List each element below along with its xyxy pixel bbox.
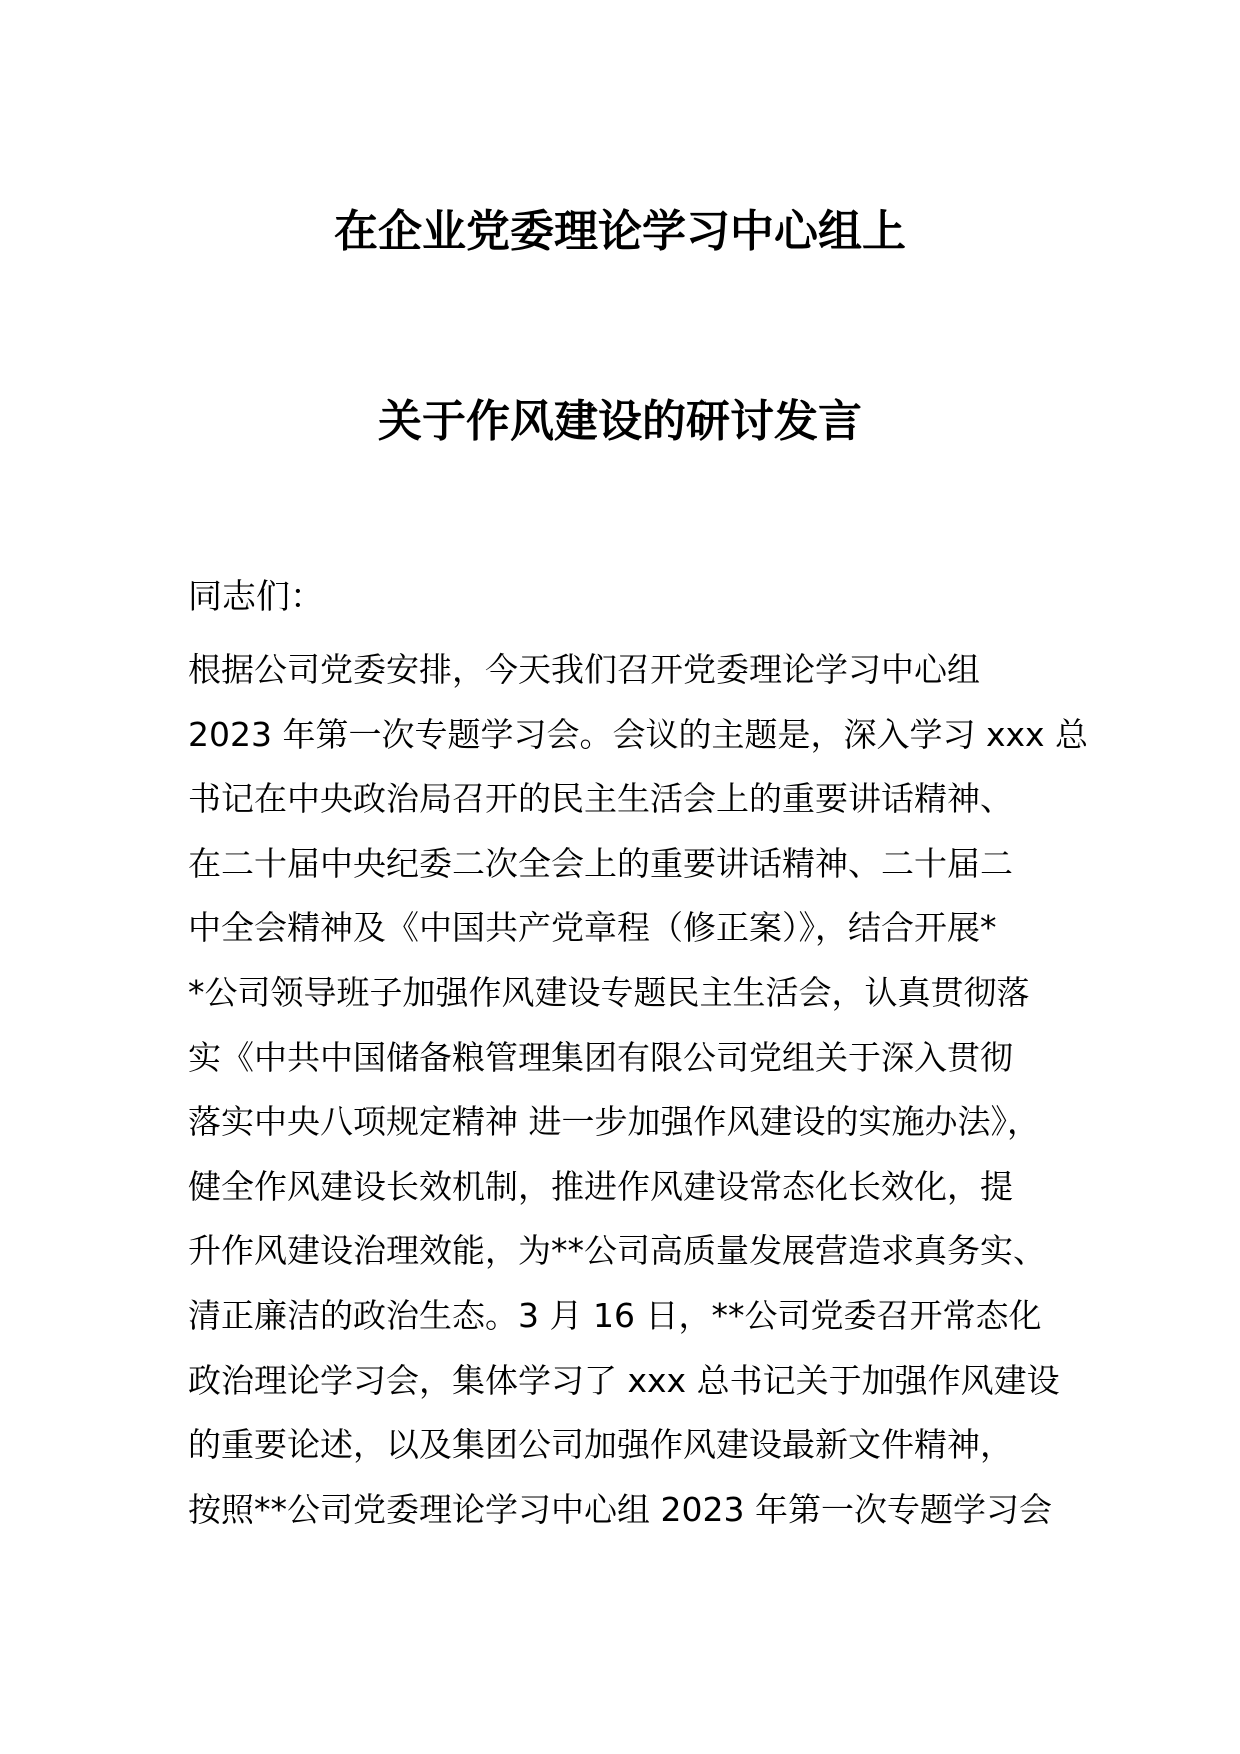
document-title-line-2: 关于作风建设的研讨发言 [378,396,862,447]
paragraph-line: 清正廉洁的政治生态。3 月 16 日，**公司党委召开常态化 [188,1295,1042,1335]
paragraph-line: 书记在中央政治局召开的民主生活会上的重要讲话精神、 [188,779,1013,819]
paragraph-line: 在二十届中央纪委二次全会上的重要讲话精神、二十届二 [188,843,1013,883]
body-paragraph [188,638,1089,1542]
paragraph-line: 的重要论述，以及集团公司加强作风建设最新文件精神， [188,1425,1013,1465]
paragraph-line: 升作风建设治理效能，为**公司高质量发展营造求真务实、 [188,1231,1046,1271]
paragraph-line: 落实中央八项规定精神 进一步加强作风建设的实施办法》， [188,1102,1040,1142]
paragraph-line: 健全作风建设长效机制，推进作风建设常态化长效化，提 [188,1166,1013,1206]
salutation: 同志们： [188,577,324,617]
paragraph-line: *公司领导班子加强作风建设专题民主生活会，认真贯彻落 [188,972,1030,1012]
paragraph-line: 2023 年第一次专题学习会。会议的主题是，深入学习 xxx 总 [188,714,1089,754]
paragraph-line: 政治理论学习会，集体学习了 xxx 总书记关于加强作风建设 [188,1360,1060,1400]
paragraph-line: 根据公司党委安排，今天我们召开党委理论学习中心组 [188,650,980,689]
document-title-line-1: 在企业党委理论学习中心组上 [334,206,906,257]
paragraph-line: 按照**公司党委理论学习中心组 2023 年第一次专题学习会 [188,1489,1052,1529]
paragraph-line: 中全会精神及《中国共产党章程（修正案）》，结合开展* [188,908,997,948]
paragraph-line: 实《中共中国储备粮管理集团有限公司党组关于深入贯彻 [188,1037,1013,1077]
